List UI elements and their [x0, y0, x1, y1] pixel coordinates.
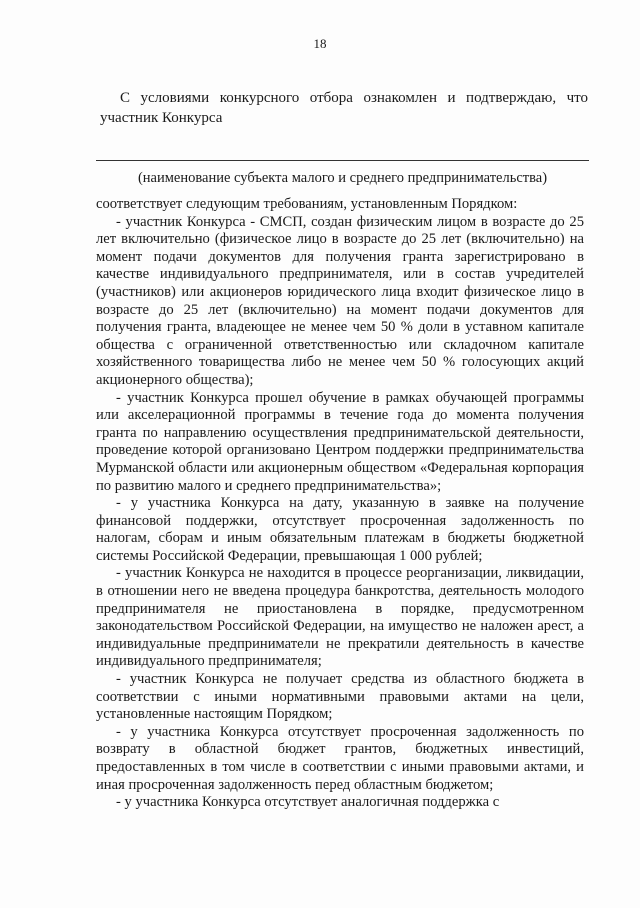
intro-text: С условиями конкурсного отбора ознакомлен и подтверждаю, что участник Конкурса: [100, 90, 588, 126]
requirement-item: - у участника Конкурса отсутствует аналогичная поддержка с: [116, 794, 500, 811]
requirement-item: - участник Конкурса - СМСП, создан физическим лицом в возрасте до 25 лет включительно (физическое лицо в возрасте до 25 лет (включительно) на момент подачи документов для получения гранта зарегистрировано в качестве индивидуального предпринимателя, или в состав учредителей (участников) или акционеров юридического лица входит физическое лицо в возрасте до 25 лет (включительно) на момент подачи документов для получения гранта, владеющее не менее чем 50 % доли в уставном капитале общества с ограниченной ответственностью или складочном капитале хозяйственного товарищества либо не менее чем 50 % голосующих акций акционерного общества);: [96, 213, 584, 388]
requirements-lead: соответствует следующим требованиям, установленным Порядком:: [96, 196, 518, 212]
intro-paragraph: [100, 88, 588, 128]
page-number: 18: [313, 36, 327, 51]
requirement-item: - у участника Конкурса отсутствует просроченная задолженность по возврату в областной бюджет грантов, бюджетных инвестиций, предоставленных в том числе в соответствии с иными правовыми актами, и иная просроченная задолженность перед областным бюджетом;: [96, 723, 584, 793]
requirement-item: - участник Конкурса прошел обучение в рамках обучающей программы или акселерационной программы в течение года до момента получения гранта по направлению осуществления предпринимательской деятельности, проведение которой организовано Центром поддержки предпринимательства Мурманской области или акционерным обществом «Федеральная корпорация по развитию малого и среднего предпринимательства»;: [96, 389, 584, 494]
requirement-item: - участник Конкурса не находится в процессе реорганизации, ликвидации, в отношении него не введена процедура банкротства, деятельность молодого предпринимателя не приостановлена в порядке, предусмотренном законодательством Российской Федерации, на имущество не наложен арест, а индивидуальные предприниматели не прекратили деятельность в качестве индивидуального предпринимателя;: [96, 565, 584, 670]
requirement-item: - участник Конкурса не получает средства из областного бюджета в соответствии с иными нормативными правовыми актами на цели, установленные настоящим Порядком;: [96, 671, 584, 723]
fill-in-blank-line: [96, 160, 589, 161]
requirements-section: [96, 196, 584, 812]
blank-caption: (наименование субъекта малого и среднего предпринимательства): [137, 170, 548, 186]
requirement-item: - у участника Конкурса на дату, указанную в заявке на получение финансовой поддержки, отсутствует просроченная задолженность по налогам, сборам и иным обязательным платежам в бюджеты бюджетной системы Российской Федерации, превышающая 1 000 рублей;: [96, 495, 584, 564]
